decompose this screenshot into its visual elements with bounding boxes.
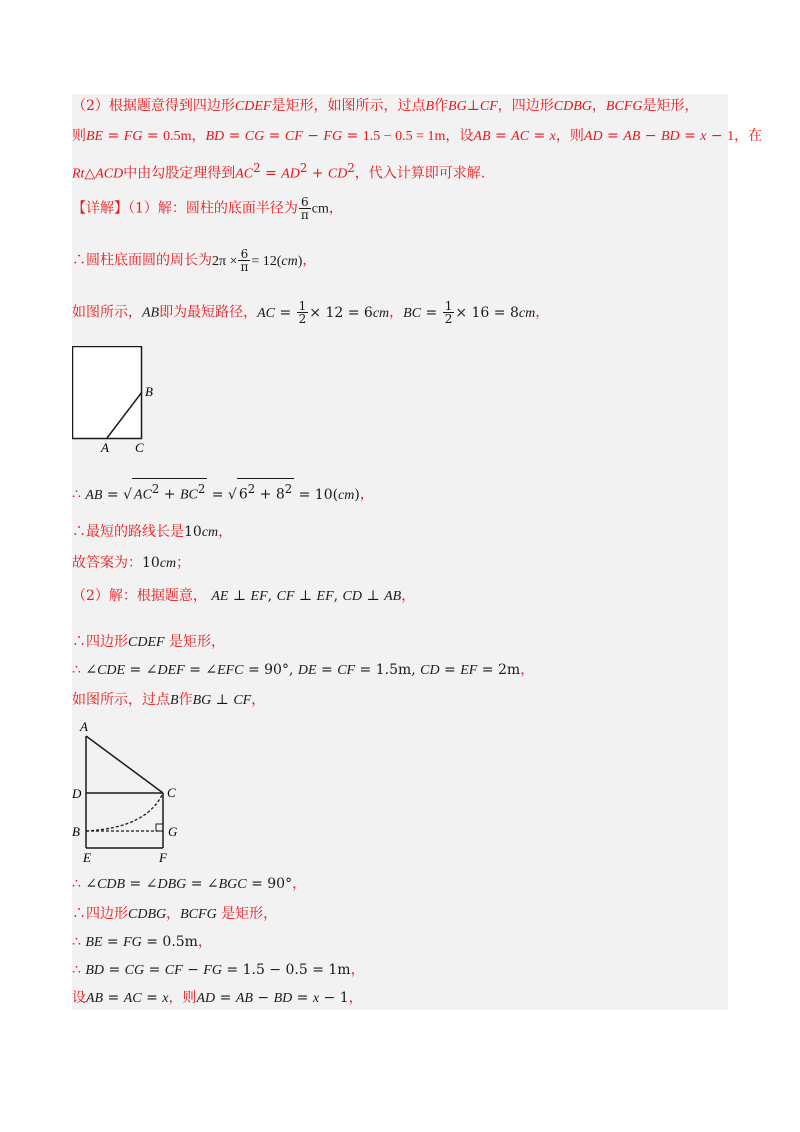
detail-line-10: 如图所示，过点B作BG ⊥ CF， [72, 692, 266, 708]
label-b: B [72, 824, 80, 839]
detail-line-2: ∴圆柱底面圆的周长为2π × $\frac{6}{\pi}$ = 12(cm)， [72, 247, 317, 274]
detail-line-5: ∴最短的路线长是10cm， [72, 524, 233, 540]
label-c: C [167, 785, 176, 800]
segment-ac [86, 736, 163, 793]
analysis-line-2: 则BE = FG = 0.5m，BD = CG = CF − FG = 1.5 − 0.5 = 1m，设AB = AC = x，则AD = AB − BD = x − 1，在 [72, 128, 763, 144]
detail-line-8: ∴四边形CDEF 是矩形， [72, 634, 226, 650]
detail-line-7: （2）解：根据题意， AE ⊥ EF, CF ⊥ EF, CD ⊥ AB， [72, 588, 416, 604]
detail-line-12: ∴四边形CDBG，BCFG 是矩形， [72, 906, 278, 922]
detail-line-4: ∴ AB = √ $AC^2 + BC^2$ = √ $6^2 + 8^2 = 10(cm)$， [72, 478, 728, 506]
label-c: C [135, 440, 144, 455]
swing-diagram [72, 716, 180, 864]
net-rectangle [73, 347, 142, 439]
detail-line-15: 设AB = AC = x，则AD = AB − BD = x − 1， [72, 990, 363, 1006]
detail-line-1: 【详解】（1）解：圆柱的底面半径为 $\frac{6}{\pi}$ cm， [72, 195, 343, 222]
analysis-line-3: Rt△ACD中由勾股定理得到$AC^2 = AD^2 + CD^2$，代入计算即可求解. [72, 161, 486, 182]
label-a: A [80, 719, 88, 734]
figure-cylinder-net [72, 346, 154, 456]
solution-section [72, 94, 763, 1010]
detail-line-6: 故答案为：10cm； [72, 555, 191, 571]
detail-line-13: ∴ BE = FG = 0.5m， [72, 934, 212, 950]
label-e: E [83, 850, 91, 864]
label-a: A [101, 440, 109, 455]
label-g: G [168, 824, 178, 839]
detail-line-3: 如图所示，AB即为最短路径，AC = $\frac{1}{2}$ × 12 = 6cm，BC = $\frac{1}{2}$ × 16 = 8cm， [72, 299, 550, 326]
label-b: B [145, 384, 153, 399]
swing-arc [86, 793, 163, 831]
figure-swing [72, 716, 180, 864]
analysis-line-1: （2）根据题意得到四边形CDEF是矩形，如图所示，过点B作BG⊥CF，四边形CDBG，BCFG是矩形， [72, 98, 699, 114]
label-d: D [72, 786, 82, 801]
right-angle-mark [156, 824, 163, 831]
detail-line-11: ∴ ∠CDB = ∠DBG = ∠BGC = 90°， [72, 876, 307, 892]
detail-line-14: ∴ BD = CG = CF − FG = 1.5 − 0.5 = 1m， [72, 962, 365, 978]
detail-line-9: ∴ ∠CDE = ∠DEF = ∠EFC = 90°, DE = CF = 1.5m, CD = EF = 2m， [72, 662, 535, 678]
cylinder-net-diagram [72, 346, 154, 456]
label-f: F [159, 850, 167, 864]
